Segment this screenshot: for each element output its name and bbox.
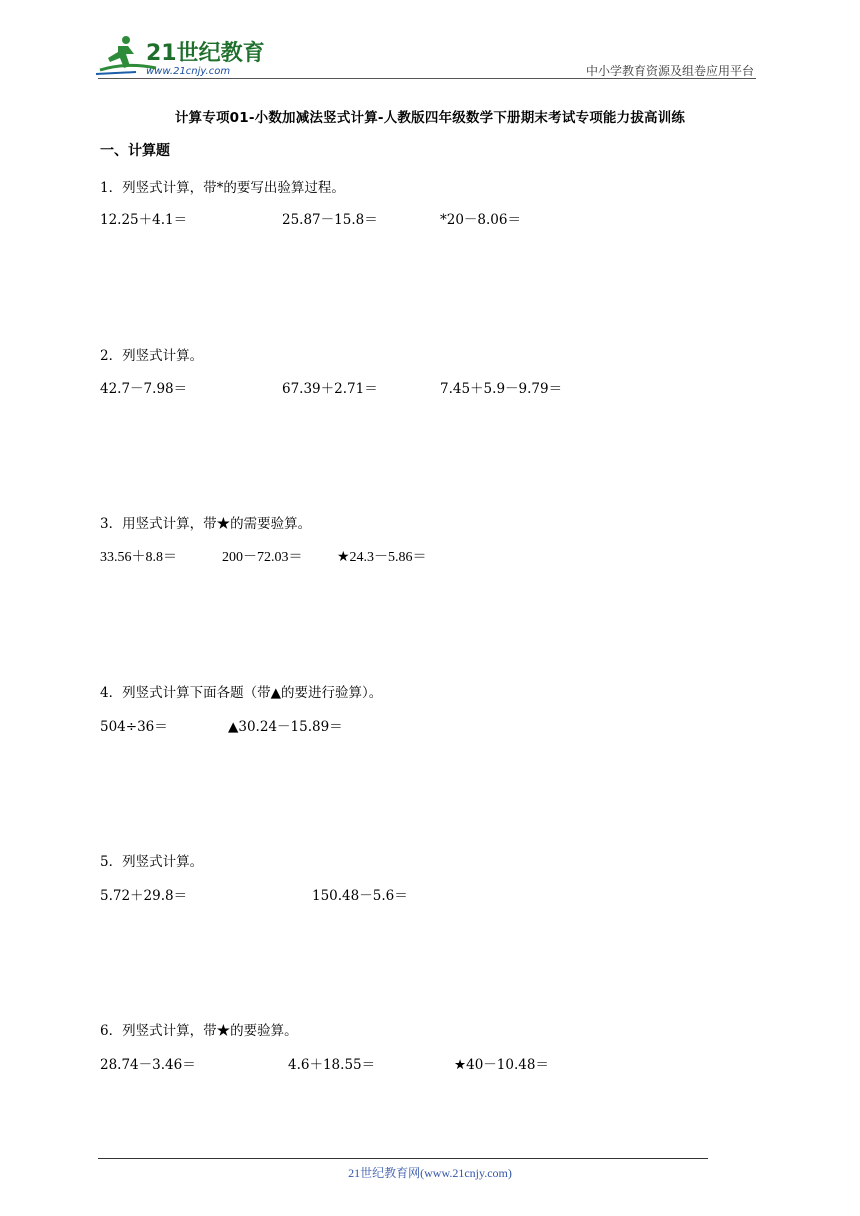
footer-divider <box>98 1158 708 1159</box>
site-logo <box>96 32 266 80</box>
question-4-item-1: 504÷36＝ <box>100 719 168 735</box>
header-divider <box>98 78 756 79</box>
footer-text: 21世纪教育网(www.21cnjy.com) <box>348 1166 512 1180</box>
question-1-prompt: 1．列竖式计算，带*的要写出验算过程。 <box>100 180 345 196</box>
question-5-item-1: 5.72＋29.8＝ <box>100 888 188 904</box>
question-6-item-3: ★40－10.48＝ <box>454 1057 549 1073</box>
logo-text: 21世纪教育 <box>146 41 265 66</box>
question-1-item-2: 25.87－15.8＝ <box>282 212 378 228</box>
question-2-item-3: 7.45＋5.9－9.79＝ <box>440 381 563 397</box>
question-3-item-3: ★24.3－5.86＝ <box>337 550 427 565</box>
question-6-prompt: 6．列竖式计算，带★的要验算。 <box>100 1023 298 1039</box>
question-3-prompt: 3．用竖式计算，带★的需要验算。 <box>100 516 312 532</box>
page-title: 计算专项01-小数加减法竖式计算-人教版四年级数学下册期末考试专项能力拔高训练 <box>174 110 686 126</box>
question-4-item-2: ▲30.24－15.89＝ <box>228 719 343 735</box>
question-5-item-2: 150.48－5.6＝ <box>312 888 408 904</box>
section-heading: 一、计算题 <box>100 143 170 159</box>
question-3-item-2: 200－72.03＝ <box>222 550 303 565</box>
header-platform-text: 中小学教育资源及组卷应用平台 <box>585 64 754 78</box>
question-2-prompt: 2．列竖式计算。 <box>100 348 204 364</box>
question-2-item-1: 42.7－7.98＝ <box>100 381 188 397</box>
question-5-prompt: 5．列竖式计算。 <box>100 854 204 870</box>
question-1-item-1: 12.25＋4.1＝ <box>100 212 188 228</box>
question-2-item-2: 67.39＋2.71＝ <box>282 381 378 397</box>
question-6-item-1: 28.74－3.46＝ <box>100 1057 196 1073</box>
question-3-item-1: 33.56＋8.8＝ <box>100 550 177 565</box>
question-1-item-3: *20－8.06＝ <box>440 212 521 228</box>
logo-url: www.21cnjy.com <box>146 66 231 77</box>
question-4-prompt: 4．列竖式计算下面各题（带▲的要进行验算）。 <box>100 685 383 701</box>
question-6-item-2: 4.6＋18.55＝ <box>288 1057 376 1073</box>
